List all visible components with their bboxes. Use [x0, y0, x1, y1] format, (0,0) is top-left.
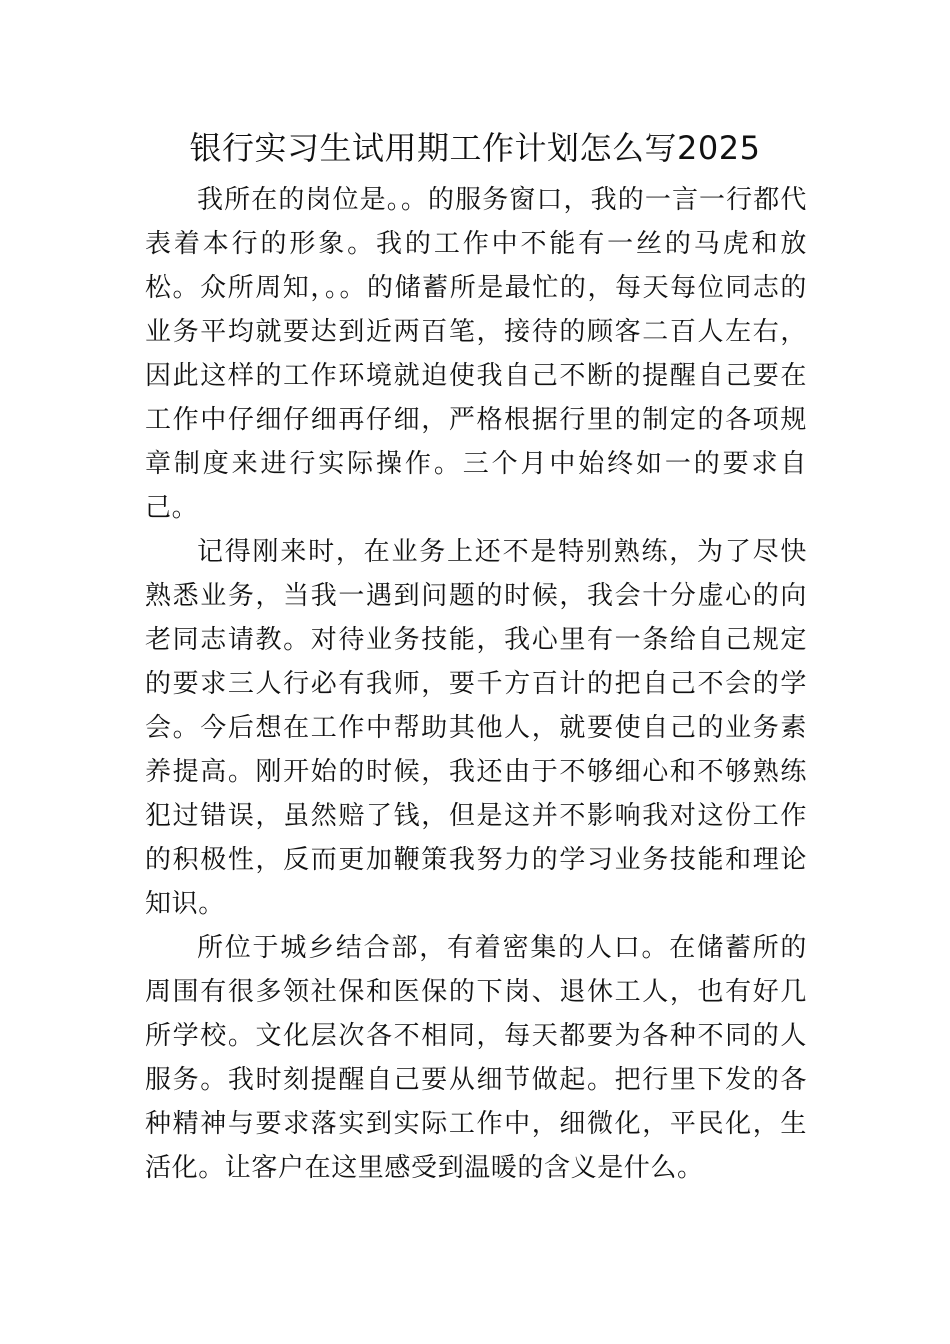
document-title: 银行实习生试用期工作计划怎么写2025	[189, 129, 761, 167]
document-body	[145, 178, 807, 1190]
paragraph-3: 所位于城乡结合部，有着密集的人口。在储蓄所的周围有很多领社保和医保的下岗、退休工人，也有好几所学校。文化层次各不相同，每天都要为各种不同的人服务。我时刻提醒自己要从细节做起。把行里下发的各种精神与要求落实到实际工作中，细微化，平民化，生活化。让客户在这里感受到温暖的含义是什么。	[145, 933, 807, 1183]
paragraph-1: 我所在的岗位是。。的服务窗口，我的一言一行都代表着本行的形象。我的工作中不能有一丝的马虎和放松。众所周知，。。的储蓄所是最忙的，每天每位同志的业务平均就要达到近两百笔，接待的顾客二百人左右，因此这样的工作环境就迫使我自己不断的提醒自己要在工作中仔细仔细再仔细，严格根据行里的制定的各项规章制度来进行实际操作。三个月中始终如一的要求自己。	[145, 185, 807, 523]
paragraph-2: 记得刚来时，在业务上还不是特别熟练，为了尽快熟悉业务，当我一遇到问题的时候，我会十分虚心的向老同志请教。对待业务技能，我心里有一条给自己规定的要求三人行必有我师，要千方百计的把自己不会的学会。今后想在工作中帮助其他人，就要使自己的业务素养提高。刚开始的时候，我还由于不够细心和不够熟练犯过错误，虽然赔了钱，但是这并不影响我对这份工作的积极性，反而更加鞭策我努力的学习业务技能和理论知识。	[145, 537, 807, 919]
